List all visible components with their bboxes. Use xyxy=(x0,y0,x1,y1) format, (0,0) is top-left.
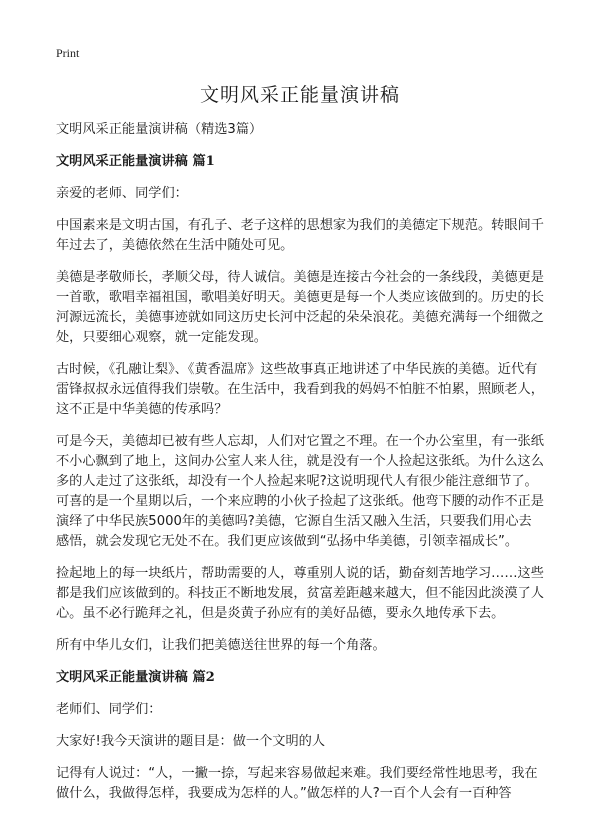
page-title: 文明风采正能量演讲稿 xyxy=(199,84,400,106)
section-1-paragraph: 所有中华儿女们，让我们把美德送往世界的每一个角落。 xyxy=(56,638,386,653)
section-1-paragraph: 美德是孝敬师长，孝顺父母，待人诚信。美德是连接古今社会的一条线段，美德更是一首歌，歌唱幸福祖国，歌唱美好明天。美德更是每一个人类应该做到的。历史的长河源远流长，美德事迹就如同这历史长河中泛起的朵朵浪花。美德充满每一个细微之处，只要细心观察，就一定能发现。 xyxy=(56,270,544,345)
document-body xyxy=(56,120,544,816)
print-link[interactable]: Print xyxy=(56,46,80,60)
section-1-heading: 文明风采正能量演讲稿 篇1 xyxy=(56,154,215,169)
section-2-paragraph: 记得有人说过：“人，一撇一捺，写起来容易做起来难。我们要经常性地思考，我在做什么，我做得怎样，我要成为怎样的人。”做怎样的人?一百个人会有一百种答 xyxy=(56,766,538,801)
section-1-paragraph: 古时候，《孔融让梨》、《黄香温席》这些故事真正地讲述了中华民族的美德。近代有雷锋叔叔永远值得我们崇敬。在生活中，我看到我的妈妈不怕脏不怕累，照顾老人，这不正是中华美德的传承吗？ xyxy=(56,362,544,417)
section-2-heading: 文明风采正能量演讲稿 篇2 xyxy=(56,670,215,685)
section-2-paragraph: 大家好!我今天演讲的题目是：做一个文明的人 xyxy=(56,734,326,749)
section-1-salutation: 亲爱的老师、同学们： xyxy=(56,186,188,201)
section-2-salutation: 老师们、同学们： xyxy=(56,702,162,717)
section-1-paragraph: 可是今天，美德却已被有些人忘却，人们对它置之不理。在一个办公室里，有一张纸不小心飘到了地上，这间办公室人来人往，就是没有一个人捡起这张纸。为什么这么多的人走过了这张纸，却没有一个人捡起来呢?这说明现代人有很少能注意细节了。可喜的是一个星期以后，一个来应聘的小伙子捡起了这张纸。他弯下腰的动作不正是演绎了中华民族5000年的美德吗?美德，它源自生活又融入生活，只要我们用心去感悟，就会发现它无处不在。我们更应该做到“弘扬中华美德，引领幸福成长”。 xyxy=(56,434,544,549)
section-1-paragraph: 中国素来是文明古国，有孔子、老子这样的思想家为我们的美德定下规范。转眼间千年过去了，美德依然在生活中随处可见。 xyxy=(56,218,544,253)
section-1-paragraph: 捡起地上的每一块纸片，帮助需要的人，尊重别人说的话，勤奋刻苦地学习……这些都是我们应该做到的。科技正不断地发展，贫富差距越来越大，但不能因此淡漠了人心。虽不必行跪拜之礼，但是炎黄子孙应有的美好品德，要永久地传承下去。 xyxy=(56,566,544,621)
document-subtitle: 文明风采正能量演讲稿（精选3篇） xyxy=(56,122,263,137)
